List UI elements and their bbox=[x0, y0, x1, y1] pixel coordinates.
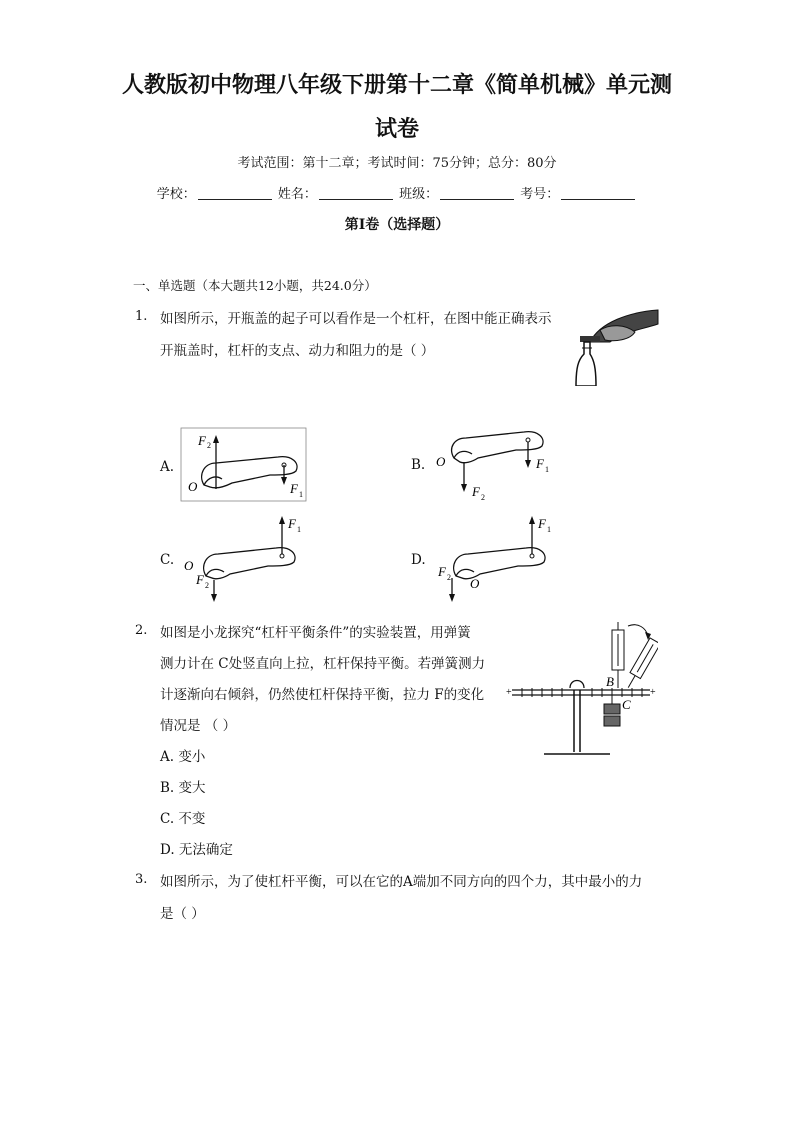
school-label: 学校： bbox=[156, 187, 196, 202]
page-title-line1: 人教版初中物理八年级下册第十二章《简单机械》单元测 bbox=[121, 72, 672, 98]
svg-text:F: F bbox=[538, 516, 546, 531]
svg-text:F: F bbox=[290, 481, 298, 496]
section-heading: 一、单选题（本大题共12小题，共24.0分） bbox=[133, 278, 377, 293]
q1-option-d-diagram bbox=[432, 510, 562, 606]
svg-text:F: F bbox=[288, 516, 296, 531]
q1-text-line2: 开瓶盖时，杠杆的支点、动力和阻力的是（ ） bbox=[160, 343, 435, 359]
q1-option-b-label[interactable]: B. bbox=[411, 457, 426, 473]
q2-option-a[interactable]: A. 变小 bbox=[160, 749, 206, 765]
q3-number: 3. bbox=[135, 872, 148, 887]
q2-text-line1: 如图是小龙探究“杠杆平衡条件”的实验装置，用弹簧 bbox=[160, 625, 471, 641]
q1-option-d-label[interactable]: D. bbox=[411, 552, 426, 568]
svg-text:1: 1 bbox=[297, 525, 301, 534]
bottle-opener-photo bbox=[570, 302, 662, 386]
class-label: 班级： bbox=[399, 187, 439, 202]
svg-text:2: 2 bbox=[205, 581, 209, 590]
label-b: B bbox=[606, 674, 614, 689]
q2-option-c[interactable]: C. 不变 bbox=[160, 811, 206, 827]
school-blank[interactable] bbox=[198, 187, 272, 200]
svg-text:O: O bbox=[188, 479, 198, 494]
label-c: C bbox=[622, 697, 631, 712]
exam-number-blank[interactable] bbox=[561, 187, 635, 200]
svg-text:F: F bbox=[472, 484, 480, 499]
svg-text:O: O bbox=[470, 576, 480, 591]
q1-option-c-label[interactable]: C. bbox=[160, 552, 175, 568]
q2-text-line4: 情况是 （ ） bbox=[160, 718, 237, 734]
volume-heading: 第Ⅰ卷（选择题） bbox=[344, 217, 450, 233]
q1-text-line1: 如图所示，开瓶盖的起子可以看作是一个杠杆，在图中能正确表示 bbox=[160, 311, 552, 327]
name-label: 姓名： bbox=[277, 187, 317, 202]
q2-option-b[interactable]: B. 变大 bbox=[160, 780, 206, 796]
q1-option-c-diagram bbox=[180, 510, 310, 606]
svg-text:+: + bbox=[506, 687, 512, 698]
lever-experiment-diagram bbox=[506, 616, 658, 766]
svg-text:1: 1 bbox=[545, 465, 549, 474]
q2-number: 2. bbox=[135, 623, 148, 638]
page-title-line2: 试卷 bbox=[374, 116, 419, 142]
q2-text-line2: 测力计在 C处竖直向上拉，杠杆保持平衡。若弹簧测力 bbox=[160, 656, 486, 672]
q2-option-d[interactable]: D. 无法确定 bbox=[160, 842, 233, 858]
svg-text:2: 2 bbox=[207, 441, 211, 450]
svg-text:F: F bbox=[536, 456, 544, 471]
exam-number-label: 考号： bbox=[520, 187, 560, 202]
q3-text-line1: 如图所示，为了使杠杆平衡，可以在它的A端加不同方向的四个力，其中最小的力 bbox=[160, 874, 643, 890]
svg-text:1: 1 bbox=[547, 525, 551, 534]
q3-text-line2: 是（ ） bbox=[160, 906, 205, 922]
svg-text:2: 2 bbox=[481, 493, 485, 502]
svg-text:O: O bbox=[436, 454, 446, 469]
q1-option-b-diagram bbox=[432, 428, 560, 504]
svg-text:1: 1 bbox=[299, 490, 303, 499]
q1-number: 1. bbox=[135, 309, 148, 324]
svg-text:+: + bbox=[650, 687, 656, 698]
class-blank[interactable] bbox=[440, 187, 514, 200]
q1-option-a-label[interactable]: A. bbox=[160, 459, 175, 475]
svg-text:2: 2 bbox=[447, 573, 451, 582]
svg-text:O: O bbox=[184, 558, 194, 573]
svg-text:F: F bbox=[438, 564, 446, 579]
label-f: F bbox=[198, 433, 206, 448]
svg-text:F: F bbox=[196, 572, 204, 587]
student-info-fields bbox=[0, 183, 794, 202]
exam-info: 考试范围：第十二章；考试时间：75分钟；总分：80分 bbox=[237, 156, 557, 171]
q1-option-a-diagram bbox=[180, 427, 308, 503]
q2-text-line3: 计逐渐向右倾斜，仍然使杠杆保持平衡，拉力 F的变化 bbox=[160, 687, 485, 703]
name-blank[interactable] bbox=[319, 187, 393, 200]
